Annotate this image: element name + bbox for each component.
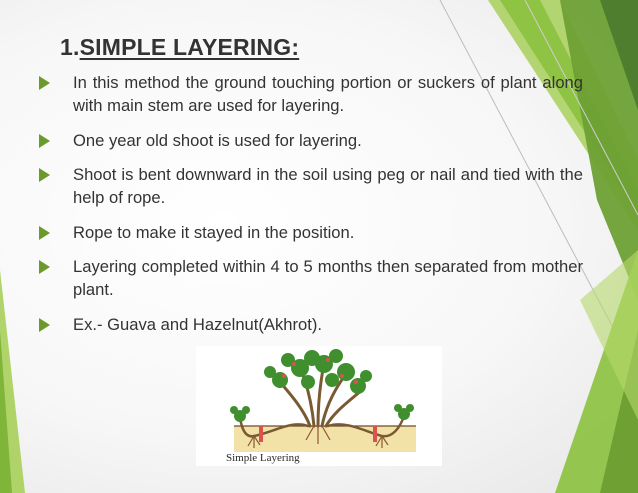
bullet-item — [38, 71, 583, 117]
right-triangle-arrow-icon — [39, 318, 50, 332]
figure-caption: Simple Layering — [226, 452, 300, 464]
right-triangle-arrow-icon — [39, 226, 50, 240]
bullet-text: One year old shoot is used for layering. — [73, 131, 362, 150]
bullet-item — [38, 313, 583, 336]
right-triangle-arrow-icon — [39, 134, 50, 148]
bullet-text: Shoot is bent downward in the soil using peg or nail and tied with the help of rope. — [73, 165, 583, 207]
bullet-item — [38, 163, 583, 209]
simple-layering-illustration — [196, 346, 442, 466]
layering-diagram — [196, 346, 442, 466]
title-number: 1. — [60, 34, 80, 60]
bullet-item — [38, 129, 583, 152]
right-triangle-arrow-icon — [39, 260, 50, 274]
bullet-text: Ex.- Guava and Hazelnut(Akhrot). — [73, 315, 323, 334]
right-triangle-arrow-icon — [39, 168, 50, 182]
bullet-item — [38, 221, 583, 244]
title-text: SIMPLE LAYERING: — [79, 34, 300, 60]
bullet-item — [38, 255, 583, 301]
bullet-list — [38, 71, 583, 347]
bullet-text: Layering completed within 4 to 5 months then separated from mother plant. — [73, 257, 583, 299]
slide-title — [60, 34, 299, 61]
bullet-text: In this method the ground touching portion or suckers of plant along with main stem are used for layering. — [73, 73, 583, 115]
bullet-text: Rope to make it stayed in the position. — [73, 223, 355, 242]
right-triangle-arrow-icon — [39, 76, 50, 90]
